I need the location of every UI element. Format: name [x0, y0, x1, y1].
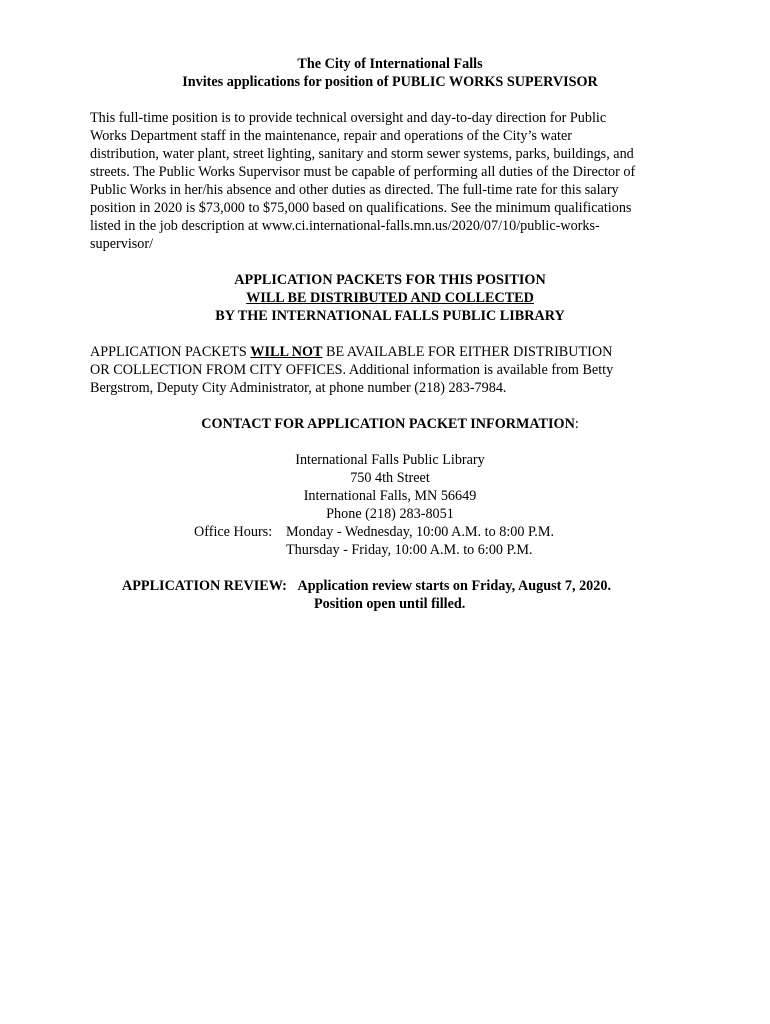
distribution-line-1: APPLICATION PACKETS FOR THIS POSITION — [234, 272, 546, 288]
availability-line-2: OR COLLECTION FROM CITY OFFICES. Additional information is available from Betty — [90, 362, 614, 378]
header-position-title: Invites applications for position of PUBLIC WORKS SUPERVISOR — [182, 74, 598, 90]
header — [90, 55, 690, 91]
description-line: This full-time position is to provide technical oversight and day-to-day direction for Public — [90, 110, 607, 126]
description-line: Works Department staff in the maintenance, repair and operations of the City’s water — [90, 128, 572, 144]
contact-heading-text: CONTACT FOR APPLICATION PACKET INFORMATION — [201, 416, 575, 432]
library-phone: Phone (218) 283-8051 — [326, 506, 454, 522]
availability-line-3: Bergstrom, Deputy City Administrator, at phone number (218) 283-7984. — [90, 380, 507, 396]
description-line: listed in the job description at www.ci.international-falls.mn.us/2020/07/10/public-works- — [90, 218, 600, 234]
availability-notice — [90, 343, 690, 397]
review-start-date: Application review starts on Friday, August 7, 2020. — [297, 578, 611, 594]
contact-heading — [90, 415, 690, 433]
review-line-1 — [122, 577, 611, 595]
document-page — [90, 55, 690, 613]
office-hours-weekday: Monday - Wednesday, 10:00 A.M. to 8:00 P.M. — [286, 524, 555, 540]
availability-emphasis: WILL NOT — [250, 344, 323, 360]
library-street: 750 4th Street — [350, 470, 430, 486]
office-hours-row-2 — [194, 541, 533, 559]
distribution-notice — [90, 271, 690, 325]
description-line: position in 2020 is $73,000 to $75,000 based on qualifications. See the minimum qualifications — [90, 200, 632, 216]
availability-prefix: APPLICATION PACKETS — [90, 344, 251, 360]
description-line: distribution, water plant, street lighting, sanitary and storm sewer systems, parks, buildings, and — [90, 146, 634, 162]
office-hours-thu-fri: Thursday - Friday, 10:00 A.M. to 6:00 P.M. — [286, 542, 533, 558]
header-city-title: The City of International Falls — [297, 56, 483, 72]
description-line: streets. The Public Works Supervisor must be capable of performing all duties of the Director of — [90, 164, 636, 180]
distribution-line-3: BY THE INTERNATIONAL FALLS PUBLIC LIBRARY — [215, 308, 565, 324]
review-open-until-filled: Position open until filled. — [314, 596, 466, 612]
application-review — [90, 577, 690, 613]
description-line: Public Works in her/his absence and other duties as directed. The full-time rate for this salary — [90, 182, 619, 198]
library-name: International Falls Public Library — [295, 452, 485, 468]
position-description — [90, 109, 690, 253]
contact-heading-colon: : — [574, 416, 579, 432]
availability-suffix: BE AVAILABLE FOR EITHER DISTRIBUTION — [322, 344, 613, 360]
office-hours-row-1 — [194, 523, 554, 541]
office-hours-label: Office Hours: — [194, 524, 273, 540]
review-label: APPLICATION REVIEW: — [122, 578, 287, 594]
description-line: supervisor/ — [90, 236, 154, 252]
distribution-line-2: WILL BE DISTRIBUTED AND COLLECTED — [246, 290, 534, 306]
library-city: International Falls, MN 56649 — [303, 488, 477, 504]
contact-address — [90, 451, 690, 559]
